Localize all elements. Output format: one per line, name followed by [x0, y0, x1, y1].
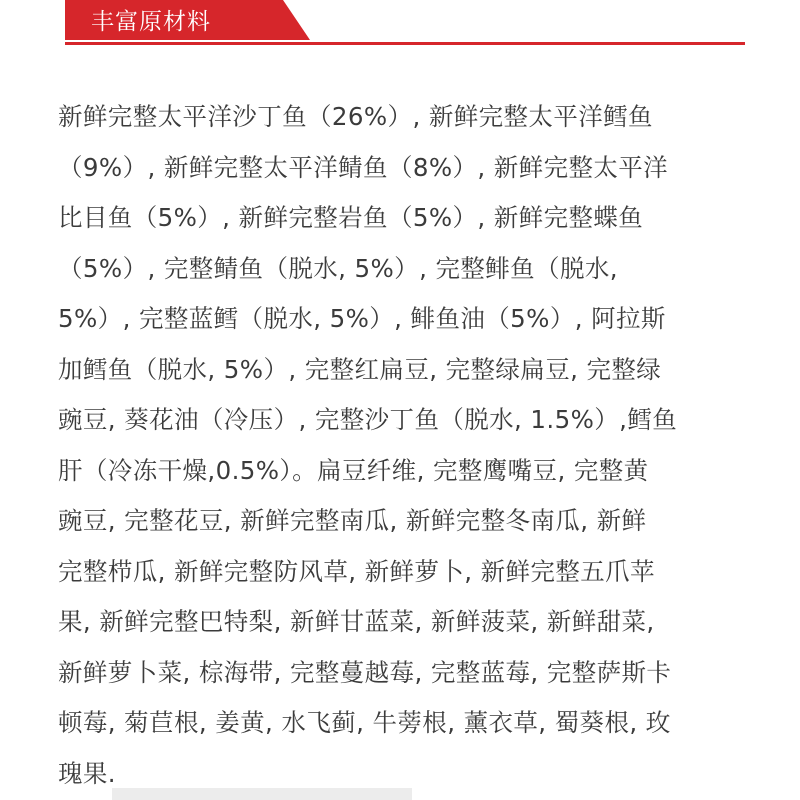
ingredients-line: 瑰果.: [58, 758, 116, 788]
ingredients-line: 比目鱼（5%）, 新鲜完整岩鱼（5%）, 新鲜完整蝶鱼: [58, 203, 644, 232]
bottom-divider: [112, 788, 412, 800]
ingredients-line: 肝（冷冻干燥,0.5%）。扁豆纤维, 完整鹰嘴豆, 完整黄: [58, 455, 649, 485]
ingredients-line: 豌豆, 葵花油（冷压）, 完整沙丁鱼（脱水, 1.5%）,鳕鱼: [58, 405, 678, 434]
ingredients-line: 豌豆, 完整花豆, 新鲜完整南瓜, 新鲜完整冬南瓜, 新鲜: [58, 506, 647, 535]
section-title: 丰富原材料: [91, 9, 211, 35]
ingredients-line: 加鳕鱼（脱水, 5%）, 完整红扁豆, 完整绿扁豆, 完整绿: [58, 354, 662, 384]
ingredients-line: （9%）, 新鲜完整太平洋鲭鱼（8%）, 新鲜完整太平洋: [58, 152, 669, 182]
ingredients-line: 果, 新鲜完整巴特梨, 新鲜甘蓝菜, 新鲜菠菜, 新鲜甜菜,: [58, 607, 655, 636]
section-header: [65, 0, 745, 48]
ingredients-line: 完整栉瓜, 新鲜完整防风草, 新鲜萝卜, 新鲜完整五爪苹: [58, 556, 655, 586]
ingredients-line: 5%）, 完整蓝鳕（脱水, 5%）, 鲱鱼油（5%）, 阿拉斯: [58, 304, 666, 333]
ingredients-text: [58, 92, 748, 799]
ingredients-line: 新鲜萝卜菜, 棕海带, 完整蔓越莓, 完整蓝莓, 完整萨斯卡: [58, 657, 672, 687]
ingredients-line: （5%）, 完整鲭鱼（脱水, 5%）, 完整鲱鱼（脱水,: [58, 253, 618, 283]
ingredients-line: 新鲜完整太平洋沙丁鱼（26%）, 新鲜完整太平洋鳕鱼: [58, 102, 653, 131]
header-underline: [65, 42, 745, 45]
ingredients-line: 顿莓, 菊苣根, 姜黄, 水飞蓟, 牛蒡根, 薰衣草, 蜀葵根, 玫: [58, 708, 671, 737]
